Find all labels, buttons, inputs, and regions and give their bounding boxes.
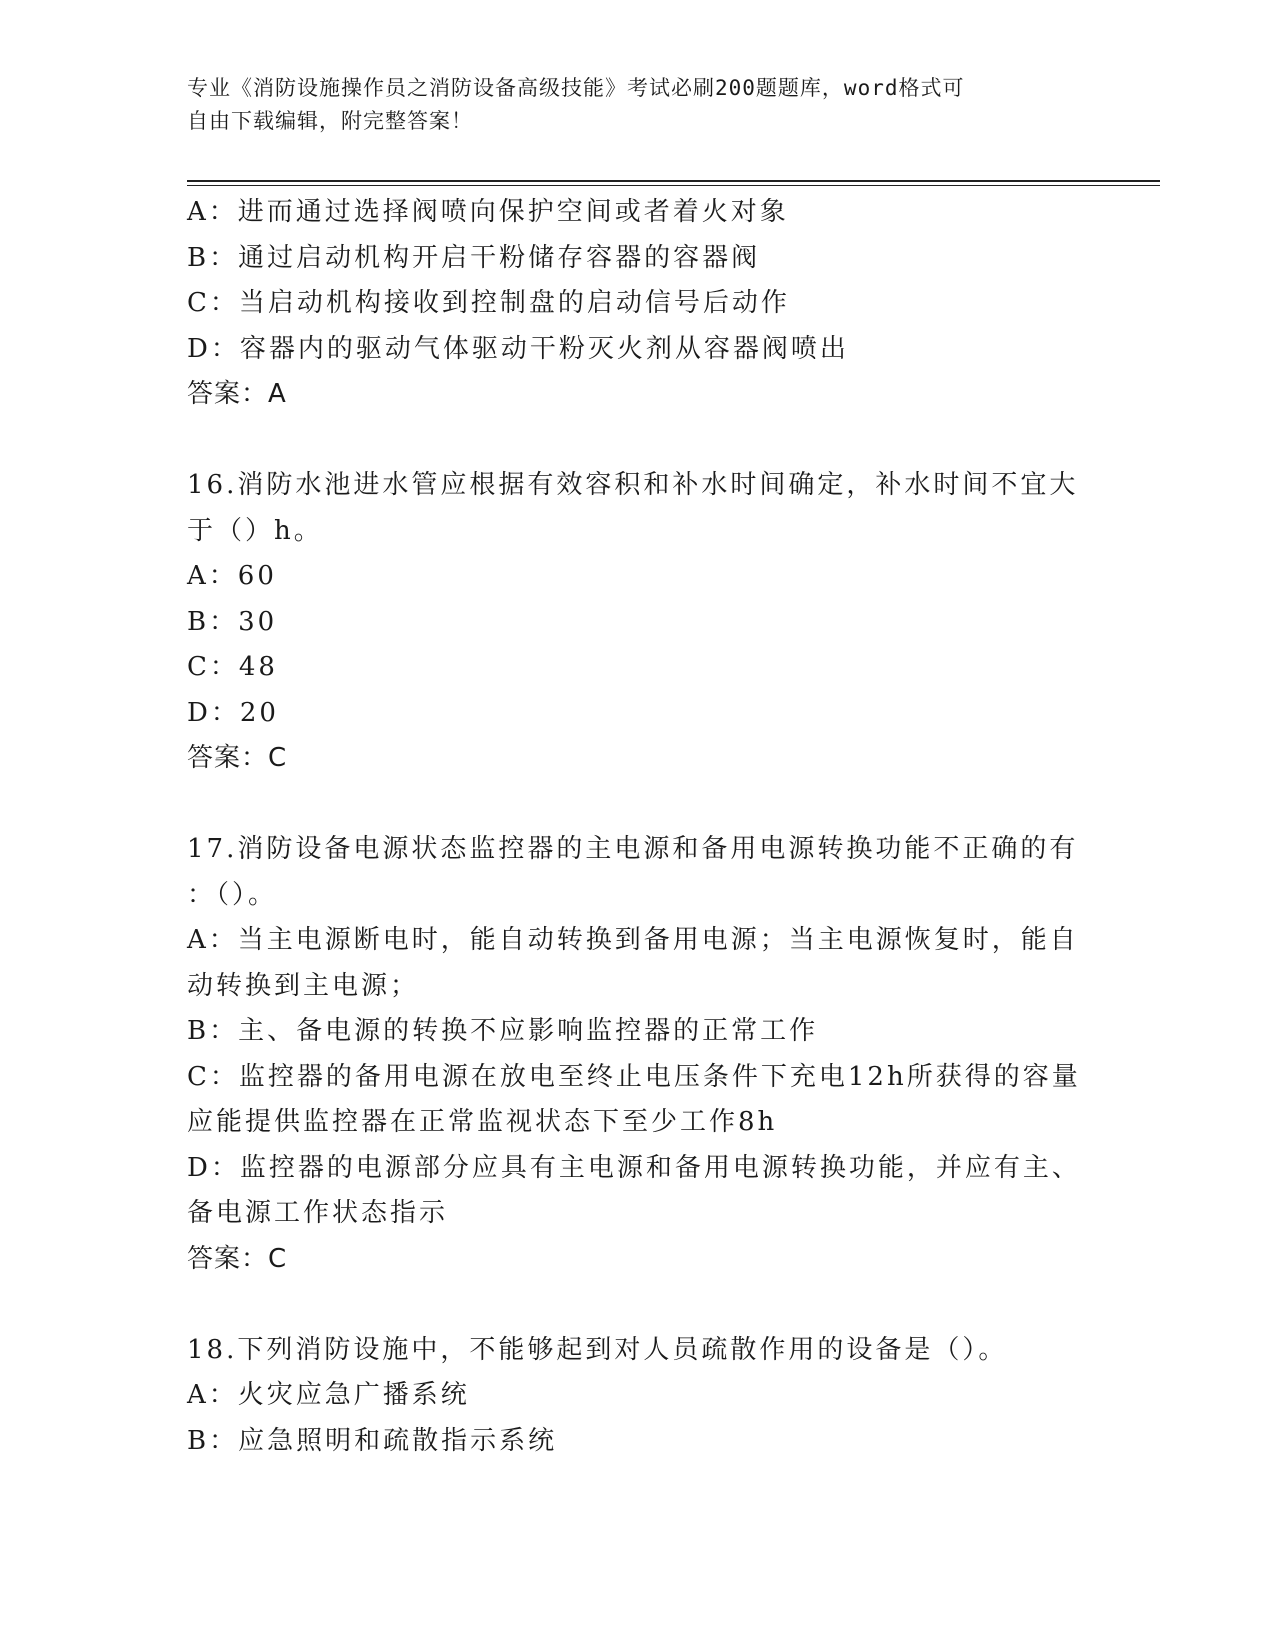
header-divider-thin bbox=[187, 185, 1160, 186]
option-c-cont: 应能提供监控器在正常监视状态下至少工作8h bbox=[187, 1107, 778, 1137]
question-text: 17.消防设备电源状态监控器的主电源和备用电源转换功能不正确的有 bbox=[187, 834, 1079, 864]
option-b: B：30 bbox=[187, 606, 278, 637]
document-header bbox=[187, 72, 1067, 138]
question-list bbox=[187, 190, 1081, 1464]
header-line-1: 专业《消防设施操作员之消防设备高级技能》考试必刷200题题库，word格式可 bbox=[187, 76, 965, 100]
option-c: C：监控器的备用电源在放电至终止电压条件下充电12h所获得的容量 bbox=[187, 1061, 1081, 1092]
question-text-cont: 于（）h。 bbox=[187, 515, 323, 546]
option-a-cont: 动转换到主电源； bbox=[187, 970, 420, 1001]
option-d-cont: 备电源工作状态指示 bbox=[187, 1198, 449, 1228]
question-text-cont: ：（）。 bbox=[187, 879, 278, 910]
option-a: A：火灾应急广播系统 bbox=[187, 1380, 470, 1410]
header-divider-thick bbox=[187, 180, 1160, 182]
question-text: 18.下列消防设施中，不能够起到对人员疏散作用的设备是（）。 bbox=[187, 1334, 1008, 1365]
option-a: A：当主电源断电时，能自动转换到备用电源；当主电源恢复时，能自 bbox=[187, 925, 1079, 955]
option-b: B：主、备电源的转换不应影响监控器的正常工作 bbox=[187, 1016, 819, 1046]
header-line-2: 自由下载编辑，附完整答案！ bbox=[187, 109, 473, 133]
option-c: C：48 bbox=[187, 652, 278, 682]
question-16 bbox=[187, 463, 1079, 782]
option-d: D：监控器的电源部分应具有主电源和备用电源转换功能，并应有主、 bbox=[187, 1152, 1081, 1183]
option-a: A：进而通过选择阀喷向保护空间或者着火对象 bbox=[187, 197, 789, 227]
option-c: C：当启动机构接收到控制盘的启动信号后动作 bbox=[187, 288, 790, 318]
question-18 bbox=[187, 1328, 1067, 1465]
question-17 bbox=[187, 827, 1081, 1282]
question-text: 16.消防水池进水管应根据有效容积和补水时间确定，补水时间不宜大 bbox=[187, 470, 1079, 500]
option-b: B：通过启动机构开启干粉储存容器的容器阀 bbox=[187, 242, 761, 273]
option-b: B：应急照明和疏散指示系统 bbox=[187, 1425, 558, 1456]
answer-label: 答案：C bbox=[187, 1243, 288, 1274]
answer-label: 答案：C bbox=[187, 743, 288, 773]
option-d: D：20 bbox=[187, 697, 279, 728]
option-a: A：60 bbox=[187, 561, 277, 591]
answer-label: 答案：A bbox=[187, 379, 287, 409]
question-15 bbox=[187, 190, 1067, 418]
option-d: D：容器内的驱动气体驱动干粉灭火剂从容器阀喷出 bbox=[187, 333, 849, 364]
